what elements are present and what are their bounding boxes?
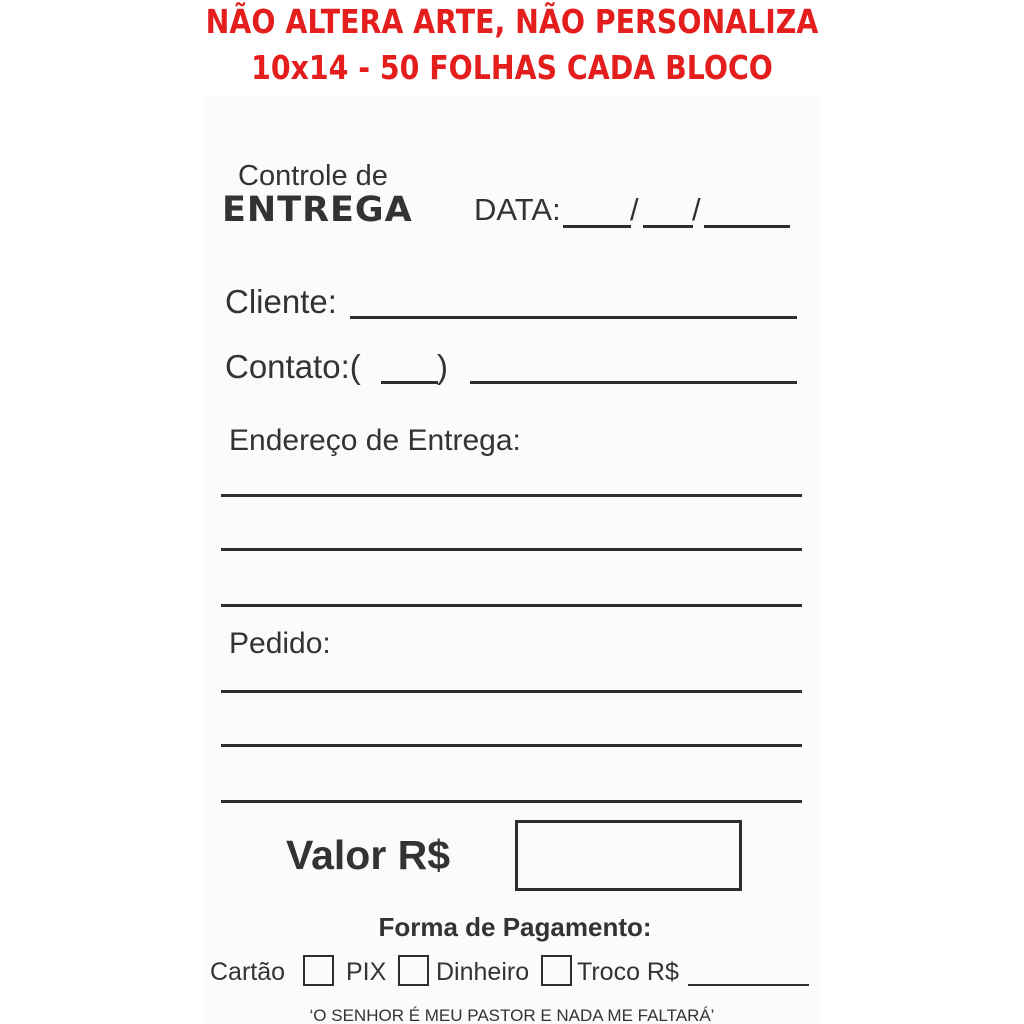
card-checkbox: [303, 955, 334, 986]
date-year-line: [704, 225, 790, 228]
address-label: Endereço de Entrega:: [229, 424, 521, 457]
date-separator: /: [692, 192, 701, 227]
date-day-line: [563, 225, 631, 228]
pix-checkbox: [398, 955, 429, 986]
form-title-small: Controle de: [238, 160, 388, 192]
order-line: [221, 744, 802, 747]
change-line: [688, 984, 809, 986]
contact-area-code-line: [381, 381, 438, 384]
address-line: [221, 494, 802, 497]
order-line: [221, 690, 802, 693]
banner-size-info: 10x14 - 50 FOLHAS CADA BLOCO: [251, 48, 773, 87]
payment-option-card: Cartão: [210, 958, 286, 986]
client-label: Cliente:: [225, 283, 337, 320]
date-separator: /: [630, 192, 639, 227]
form-title-big: ENTREGA: [222, 190, 413, 230]
value-label: Valor R$: [286, 832, 451, 878]
date-month-line: [643, 225, 693, 228]
payment-title: Forma de Pagamento:: [378, 912, 652, 942]
date-label: DATA:: [474, 192, 561, 227]
order-label: Pedido:: [229, 627, 331, 660]
contact-label: Contato:(: [225, 348, 361, 385]
contact-number-line: [470, 381, 797, 384]
motto-text: ‘O SENHOR É MEU PASTOR E NADA ME FALTARÁ’: [309, 1006, 715, 1024]
contact-paren-close: ): [437, 348, 448, 385]
cash-checkbox: [541, 955, 572, 986]
banner-warning: NÃO ALTERA ARTE, NÃO PERSONALIZA: [205, 2, 819, 41]
address-line: [221, 604, 802, 607]
payment-option-cash: Dinheiro: [436, 958, 530, 986]
client-line: [350, 316, 797, 319]
value-box: [515, 820, 742, 891]
address-line: [221, 548, 802, 551]
payment-option-change: Troco R$: [577, 958, 679, 986]
order-line: [221, 800, 802, 803]
payment-option-pix: PIX: [346, 958, 387, 986]
